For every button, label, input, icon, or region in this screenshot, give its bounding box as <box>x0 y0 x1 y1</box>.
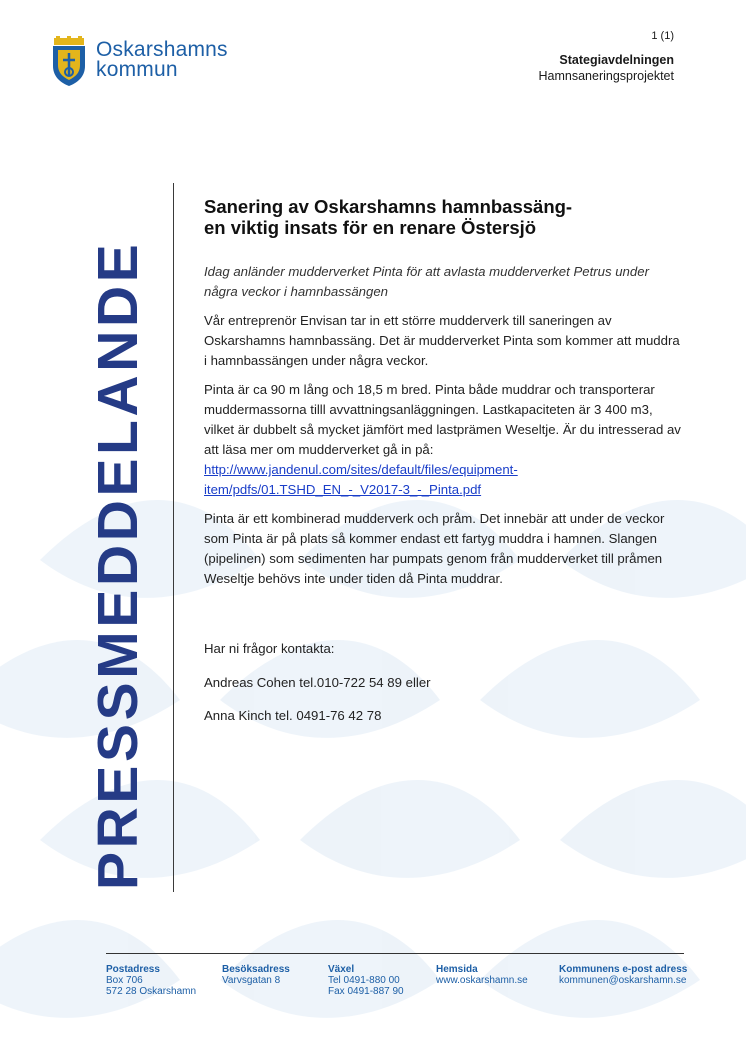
press-release-vertical-title: PRESSMEDDELANDE <box>86 240 150 890</box>
footer-epost-address[interactable]: kommunen@oskarshamn.se <box>559 975 687 986</box>
footer-besoksadress-line1: Varvsgatan 8 <box>222 975 281 986</box>
paragraph-3: Pinta är ett kombinerad mudderverk och pråm. Det innebär att under de veckor som Pinta är på plats så kommer endast ett fartyg muddra i hamnen. Slangen (pipelinen) som sedimenten har pumpats genom från mudderverket till pråmen Weseltje behövs inte under tiden då Pinta muddrar. <box>204 511 665 586</box>
article-body <box>204 196 684 739</box>
link-line-2[interactable]: item/pdfs/01.TSHD_EN_-_V2017-3_-_Pinta.pdf <box>204 482 482 497</box>
header-info <box>539 28 675 84</box>
footer-hemsida <box>436 964 528 986</box>
coat-of-arms-icon <box>50 36 88 86</box>
project-name: Hamnsaneringsprojektet <box>538 69 674 83</box>
footer-vaxel <box>328 964 404 997</box>
logo-line-kommun: kommun <box>96 58 178 81</box>
headline-line-2: en viktig insats för en renare Östersjö <box>204 217 537 238</box>
article-lead: Idag anländer mudderverket Pinta för att avlasta mudderverket Petrus under några veckor i hamnbassängen <box>204 264 649 299</box>
footer-vaxel-tel: Tel 0491-880 00 <box>328 975 400 986</box>
pinta-pdf-link[interactable] <box>204 460 684 500</box>
contact-anna-kinch: Anna Kinch tel. 0491-76 42 78 <box>204 708 382 723</box>
link-line-1[interactable]: http://www.jandenul.com/sites/default/files/equipment- <box>204 462 518 477</box>
footer-postadress-line2: 572 28 Oskarshamn <box>106 986 197 997</box>
paragraph-2-text: Pinta är ca 90 m lång och 18,5 m bred. Pinta både muddrar och transporterar muddermassorna tilll avvattningsanläggningen. Lastkapaciteten är 3 400 m3, vilket är dubbelt så mycket jämfört med lastprämen Weseltje. Är du intresserad av att läsa mer om mudderverket gå in på: <box>204 382 681 457</box>
contact-heading: Har ni frågor kontakta: <box>204 641 335 656</box>
paragraph-2 <box>204 380 684 500</box>
article-headline <box>204 196 684 238</box>
footer-besoksadress <box>222 964 290 986</box>
footer-hemsida-url[interactable]: www.oskarshamn.se <box>436 975 528 986</box>
footer-vaxel-label: Växel <box>328 964 355 975</box>
municipality-logo <box>50 36 240 86</box>
page-number: 1 (1) <box>651 30 674 42</box>
footer-vaxel-fax: Fax 0491-887 90 <box>328 986 404 997</box>
logo-text <box>96 40 228 80</box>
paragraph-1: Vår entreprenör Envisan tar in ett större mudderverk till saneringen av Oskarshamns hamnbassäng. Det är mudderverket Pinta som kommer att muddra i hamnbassängen under några veckor. <box>204 313 680 368</box>
contact-andreas-cohen: Andreas Cohen tel.010-722 54 89 eller <box>204 675 431 690</box>
footer-postadress <box>106 964 196 997</box>
headline-line-1: Sanering av Oskarshamns hamnbassäng- <box>204 196 573 217</box>
footer-besoksadress-label: Besöksadress <box>222 964 290 975</box>
footer-epost-label: Kommunens e-post adress <box>559 964 688 975</box>
footer-divider <box>106 953 684 954</box>
logo-line-oskarshamns: Oskarshamns <box>96 38 228 61</box>
department-name: Stategiavdelningen <box>559 53 674 67</box>
footer-epost <box>559 964 687 986</box>
footer-postadress-label: Postadress <box>106 964 160 975</box>
vertical-divider <box>173 183 174 892</box>
footer-postadress-line1: Box 706 <box>106 975 143 986</box>
footer-hemsida-label: Hemsida <box>436 964 478 975</box>
